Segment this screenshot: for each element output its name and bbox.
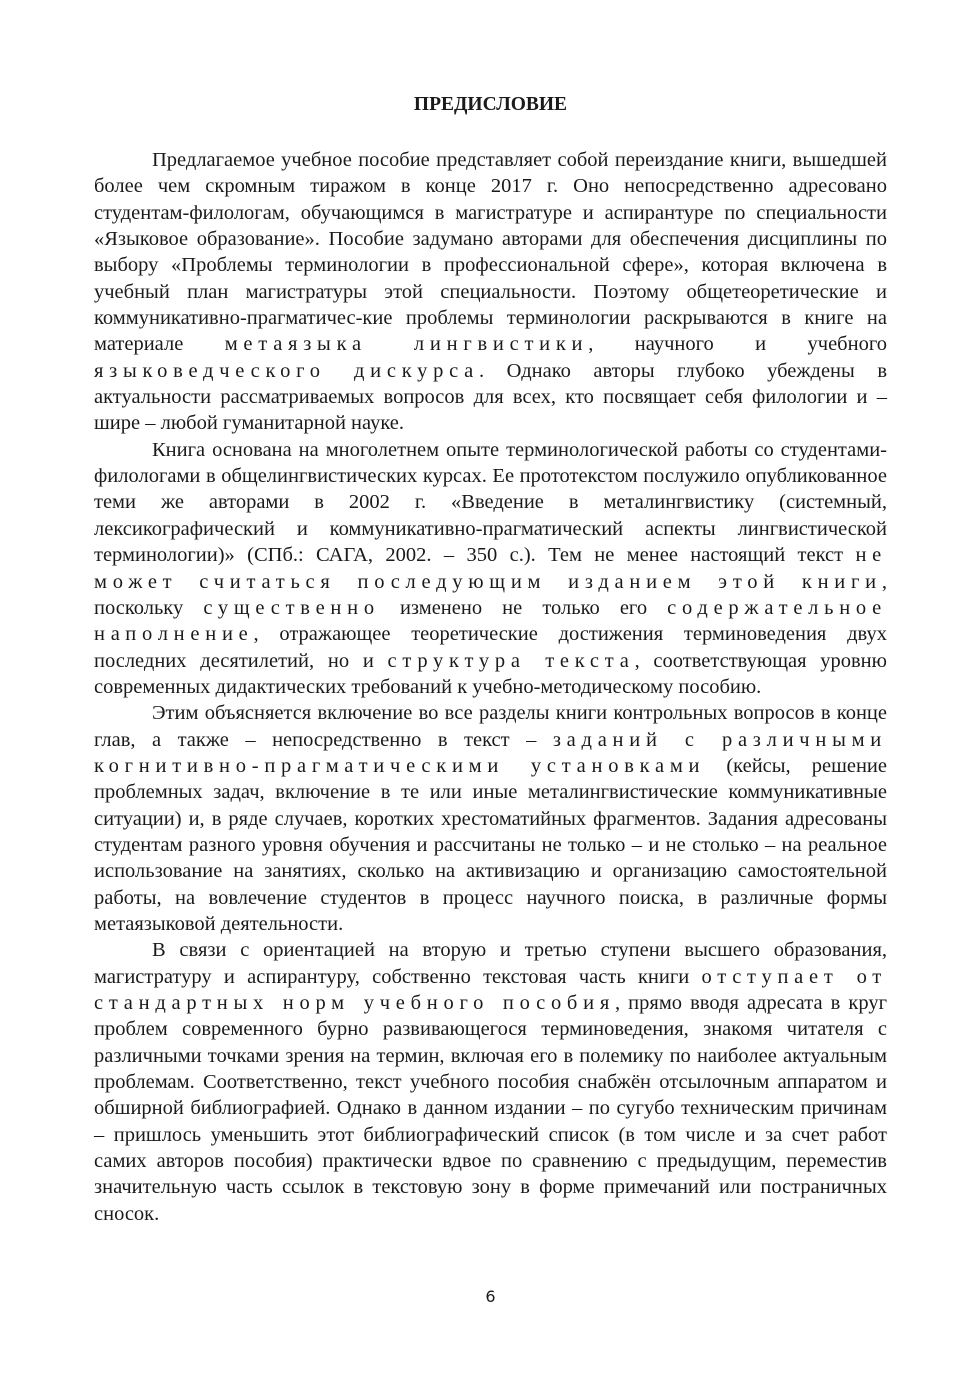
text-segment: , соответствующая уровню современных дидактических требований к учебно-методическому пособию.: [94, 649, 887, 698]
spaced-emphasis: существенно: [203, 596, 380, 619]
paragraph-3: [94, 700, 887, 937]
text-segment: изменено не только его: [379, 596, 668, 619]
spaced-emphasis: заданий с различными когнитивно-прагматическими установками: [94, 728, 888, 777]
spaced-emphasis: языковедческого дискурса: [94, 359, 480, 382]
paragraph-1: [94, 147, 887, 437]
text-segment: . Однако авторы глубоко убеждены в актуальности рассматриваемых вопросов для всех, кто посвящает себя филологии и – шире – любой гуманитарной науке.: [94, 359, 887, 435]
page-title: ПРЕДИСЛОВИЕ: [413, 94, 568, 115]
text-segment: , научного и учебного: [588, 333, 887, 356]
text-segment: , отражающее теоретические достижения терминоведения двух последних десятилетий, но и: [94, 623, 887, 672]
paragraph-4: [94, 937, 887, 1227]
text-segment: В связи с ориентацией на вторую и третью ступени высшего образования, магистратуру и аспирантуру, собственно текстовая часть книги: [94, 939, 887, 988]
body-text: [94, 147, 887, 1227]
text-segment: Этим объясняется включение во все разделы книги контрольных вопросов в конце глав, а также – непосредственно в текст –: [94, 702, 887, 751]
text-segment: , поскольку: [94, 570, 887, 619]
spaced-emphasis: структура текста: [387, 649, 635, 672]
spaced-emphasis: отступает от стандартных норм учебного пособия: [94, 965, 888, 1014]
text-segment: Предлагаемое учебное пособие представляет собой переиздание книги, вышедшей более чем скромным тиражом в конце 2017 г. Оно непосредственно адресовано студентам-филологам, обучающимся в магистратуре и аспирантуре по специальности «Языковое образование». Пособие задумано авторами для обеспечения дисциплины по выбору «Проблемы терминологии в профессиональной сфере», которая включена в учебный план магистратуры этой специальности. Поэтому общетеоретические и коммуникативно-прагматичес-кие проблемы терминологии раскрываются в книге на материале: [94, 149, 887, 356]
text-segment: , прямо вводя адресата в круг проблем современного бурно развивающегося терминоведения, знакомя читателя с различными точками зрения на термин, включая его в полемику по наиболее актуальным проблемам. Соответственно, текст учебного пособия снабжён отсылочным аппаратом и обширной библиографией. Однако в данном издании – по сугубо техническим причинам – пришлось уменьшить этот библиографический список (в том числе и за счет работ самих авторов пособия) практически вдвое по сравнению с предыдущим, переместив значительную часть ссылок в текстовую зону в форме примечаний или постраничных сносок.: [94, 992, 887, 1225]
page-number: 6: [485, 1287, 496, 1306]
paragraph-2: [94, 437, 887, 700]
spaced-emphasis: метаязыка лингвистики: [224, 333, 589, 356]
text-segment: Книга основана на многолетнем опыте терминологической работы со студентами-филологами в общелингвистических курсах. Ее прототекстом послужило опубликованное теми же авторами в 2002 г. «Введение в металингвистику (системный, лексикографический и коммуникативно-прагматический аспекты лингвистической терминологии)» (СПб.: САГА, 2002. – 350 с.). Тем не менее настоящий текст: [94, 438, 887, 567]
spaced-emphasis: содержательное наполнение: [94, 596, 888, 646]
spaced-emphasis: не может считаться последующим изданием этой книги: [94, 544, 887, 593]
text-segment: (кейсы, решение проблемных задач, включение в те или иные металингвистические коммуникативные ситуации) и, в ряде случаев, коротких хрестоматийных фрагментов. Задания адресованы студентам разного уровня обучения и рассчитаны не только – и не столько – на реальное использование на занятиях, сколько на активизацию и организацию самостоятельной работы, на вовлечение студентов в процесс научного поиска, в различные формы метаязыковой деятельности.: [94, 754, 887, 935]
